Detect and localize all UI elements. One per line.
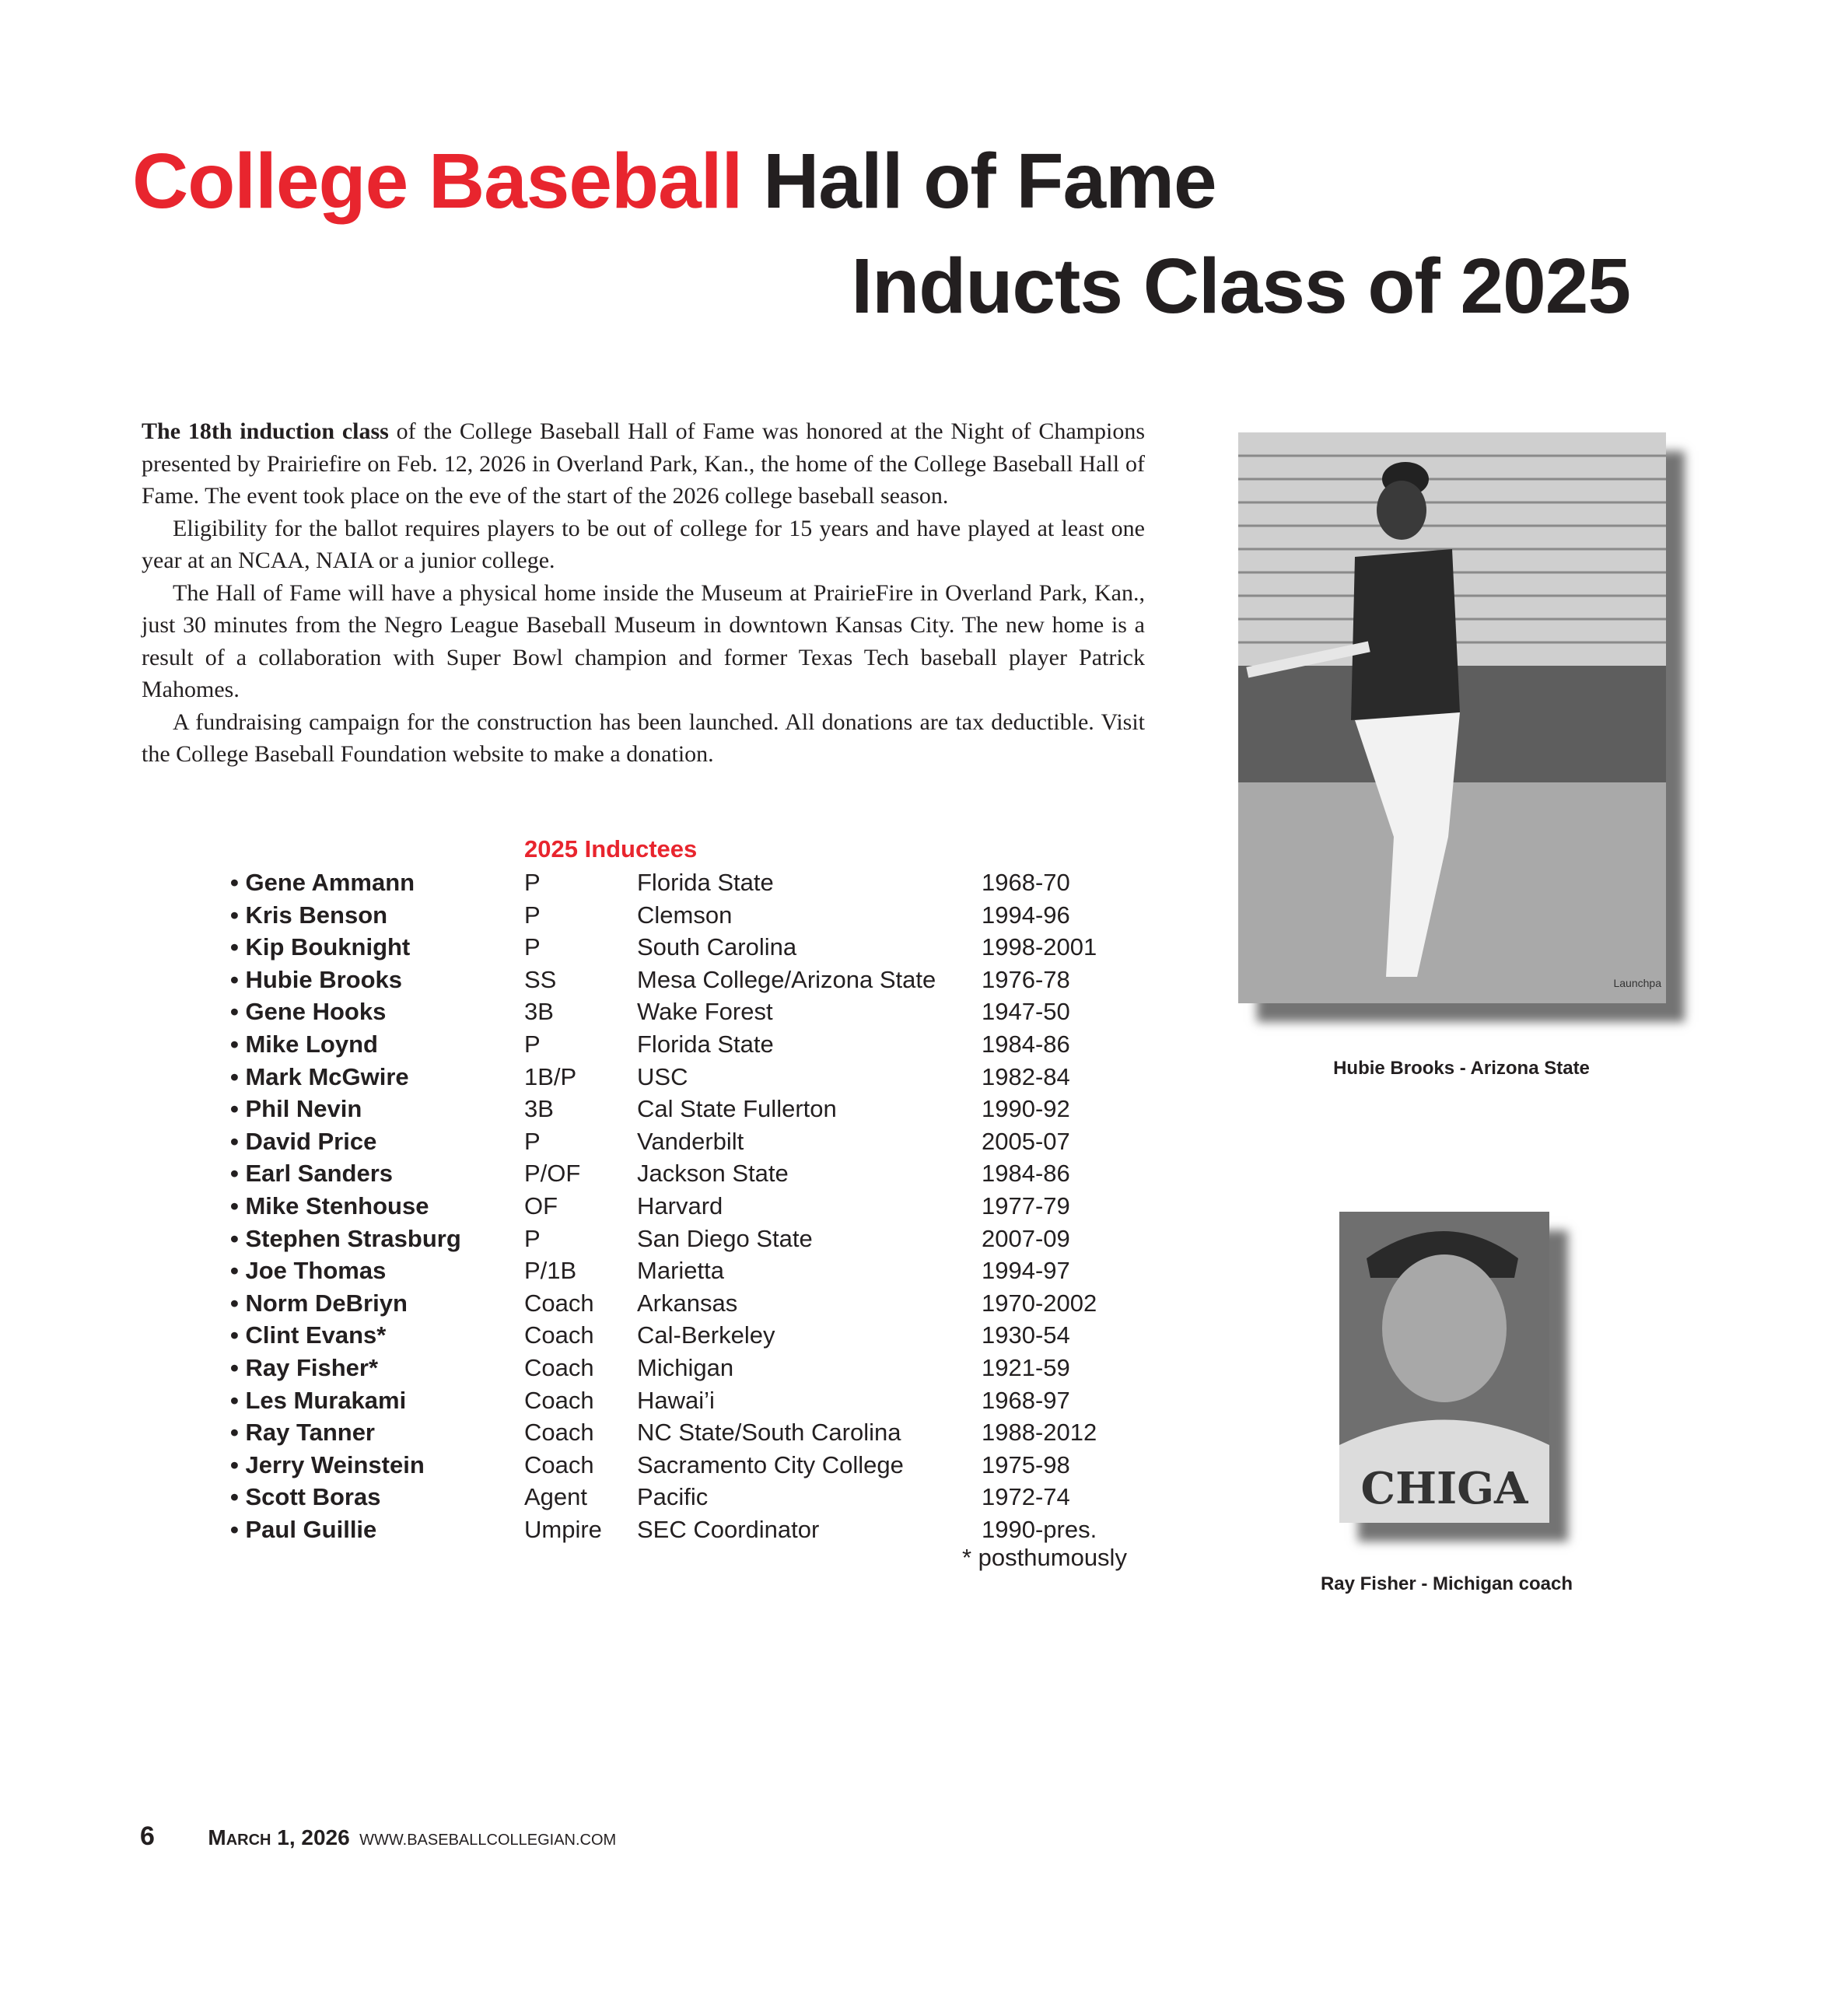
inductee-name: • Joe Thomas: [230, 1257, 387, 1285]
inductee-school: Michigan: [637, 1353, 734, 1381]
inductee-position: Coach: [524, 1289, 594, 1317]
article-paragraph-2: Eligibility for the ballot requires players to be out of college for 15 years and have played at least one year at an NCAA, NAIA or a junior college.: [142, 515, 1145, 573]
hubie-brooks-caption: Hubie Brooks - Arizona State: [1333, 1058, 1590, 1079]
inductee-name: • Kris Benson: [230, 901, 388, 929]
headline-dark-part: Hall of Fame: [763, 138, 1216, 225]
inductee-years: 1975-98: [982, 1450, 1070, 1478]
article-paragraph-3: The Hall of Fame will have a physical home inside the Museum at PrairieFire in Overland Park, Kan., just 30 minutes from the Negro League Baseball Museum in downtown Kansas City. The new home is a result of a collaboration with Super Bowl champion and former Texas Tech baseball player Patrick Mahomes.: [142, 579, 1145, 702]
inductee-position: Coach: [524, 1386, 594, 1414]
inductee-school: Cal State Fullerton: [637, 1095, 837, 1123]
article-paragraph-1: [142, 415, 1145, 513]
inductee-row: [230, 1028, 1164, 1061]
issue-date: March 1, 2026: [208, 1825, 350, 1849]
inductee-position: Coach: [524, 1450, 594, 1478]
inductee-position: P: [524, 1224, 541, 1252]
inductee-name: • Phil Nevin: [230, 1095, 362, 1123]
inductee-years: 1968-70: [982, 869, 1070, 896]
inductees-heading: 2025 Inductees: [524, 835, 698, 863]
inductee-position: 3B: [524, 998, 554, 1026]
inductee-name: • Gene Ammann: [230, 869, 415, 896]
inductee-row: [230, 1190, 1164, 1223]
inductee-position: Coach: [524, 1321, 594, 1349]
inductee-school: Arkansas: [637, 1289, 738, 1317]
inductee-school: NC State/South Carolina: [637, 1419, 901, 1447]
inductee-years: 2007-09: [982, 1224, 1070, 1252]
inductee-name: • Hubie Brooks: [230, 965, 402, 993]
ray-fisher-photo: [1339, 1212, 1549, 1523]
article-paragraph-1-text: of the College Baseball Hall of Fame was honored at the Night of Champions presented by Prairiefire on Feb. 12, 2026 in Overland Park, Kan., the home of the College Baseball Hall of Fame. The event took place on the eve of the start of the 2026 college baseball season.: [142, 418, 1145, 509]
inductee-name: • Earl Sanders: [230, 1160, 394, 1188]
inductee-position: 3B: [524, 1095, 554, 1123]
inductee-school: Marietta: [637, 1257, 724, 1285]
inductee-school: USC: [637, 1062, 688, 1090]
inductee-position: Agent: [524, 1483, 588, 1511]
inductee-name: • Ray Fisher*: [230, 1353, 379, 1381]
inductee-name: • Ray Tanner: [230, 1419, 375, 1447]
hubie-brooks-photo-image: [1238, 432, 1666, 1003]
inductee-position: P: [524, 869, 541, 896]
inductee-years: 1988-2012: [982, 1419, 1097, 1447]
inductee-row: [230, 1352, 1164, 1384]
inductee-position: SS: [524, 965, 557, 993]
inductee-row: [230, 964, 1164, 996]
inductee-years: 1994-97: [982, 1257, 1070, 1285]
inductee-position: P/OF: [524, 1160, 581, 1188]
inductee-name: • Jerry Weinstein: [230, 1450, 425, 1478]
headline-line-2: Inducts Class of 2025: [851, 243, 1630, 330]
inductee-years: 1976-78: [982, 965, 1070, 993]
inductee-row: [230, 1287, 1164, 1320]
inductee-years: 1984-86: [982, 1160, 1070, 1188]
inductee-school: Cal-Berkeley: [637, 1321, 775, 1349]
inductee-years: 1994-96: [982, 901, 1070, 929]
inductee-school: Hawai’i: [637, 1386, 715, 1414]
inductee-name: • Norm DeBriyn: [230, 1289, 408, 1317]
inductee-school: South Carolina: [637, 933, 797, 961]
inductee-school: Harvard: [637, 1191, 723, 1219]
inductee-row: [230, 996, 1164, 1028]
inductee-school: Clemson: [637, 901, 733, 929]
inductee-years: 1972-74: [982, 1483, 1070, 1511]
inductee-name: • Mike Loynd: [230, 1030, 378, 1058]
inductee-school: Vanderbilt: [637, 1127, 744, 1155]
article-body: [142, 415, 1145, 771]
inductee-years: 1990-pres.: [982, 1515, 1097, 1543]
inductee-position: P/1B: [524, 1257, 577, 1285]
inductee-row: [230, 1061, 1164, 1093]
inductee-row: [230, 1449, 1164, 1482]
inductee-name: • David Price: [230, 1127, 377, 1155]
inductee-years: 1977-79: [982, 1191, 1070, 1219]
inductee-row: [230, 1319, 1164, 1352]
inductee-years: 1970-2002: [982, 1289, 1097, 1317]
hubie-brooks-photo: [1238, 432, 1666, 1003]
inductee-row: [230, 1157, 1164, 1190]
inductee-school: Wake Forest: [637, 998, 773, 1026]
inductee-list: [230, 866, 1164, 1545]
inductee-name: • Mark McGwire: [230, 1062, 409, 1090]
inductee-row: [230, 1223, 1164, 1255]
inductee-row: [230, 1481, 1164, 1513]
inductee-row: [230, 1416, 1164, 1449]
inductee-years: 1921-59: [982, 1353, 1070, 1381]
inductee-years: 1998-2001: [982, 933, 1097, 961]
inductee-row: [230, 1254, 1164, 1287]
inductee-position: Umpire: [524, 1515, 602, 1543]
inductee-school: Pacific: [637, 1483, 709, 1511]
website-link[interactable]: WWW.BASEBALLCOLLEGIAN.COM: [359, 1832, 617, 1849]
inductee-row: [230, 866, 1164, 899]
inductee-years: 1930-54: [982, 1321, 1070, 1349]
inductee-row: [230, 1125, 1164, 1158]
inductee-name: • Mike Stenhouse: [230, 1191, 429, 1219]
inductee-name: • Kip Bouknight: [230, 933, 411, 961]
inductee-row: [230, 1384, 1164, 1417]
inductee-position: 1B/P: [524, 1062, 577, 1090]
inductee-school: Jackson State: [637, 1160, 789, 1188]
inductee-school: Florida State: [637, 1030, 774, 1058]
inductee-name: • Les Murakami: [230, 1386, 407, 1414]
inductee-name: • Stephen Strasburg: [230, 1224, 461, 1252]
inductee-name: • Clint Evans*: [230, 1321, 387, 1349]
ray-fisher-caption: Ray Fisher - Michigan coach: [1320, 1573, 1573, 1594]
inductee-row: [230, 899, 1164, 932]
inductee-years: 2005-07: [982, 1127, 1070, 1155]
posthumous-footnote: * posthumously: [962, 1544, 1127, 1571]
inductee-position: P: [524, 933, 541, 961]
jersey-text: CHIGA: [1360, 1463, 1528, 1514]
inductee-position: P: [524, 1030, 541, 1058]
inductee-school: SEC Coordinator: [637, 1515, 820, 1543]
inductee-school: San Diego State: [637, 1224, 813, 1252]
article-paragraph-4: A fundraising campaign for the construction has been launched. All donations are tax deductible. Visit the College Baseball Foundation website to make a donation.: [142, 709, 1145, 767]
inductee-years: 1984-86: [982, 1030, 1070, 1058]
headline-red-part: College Baseball: [132, 138, 743, 225]
inductee-position: OF: [524, 1191, 558, 1219]
inductee-years: 1982-84: [982, 1062, 1070, 1090]
headline-line-1: [132, 138, 1216, 225]
article-lead: The 18th induction class: [142, 418, 389, 444]
inductee-name: • Gene Hooks: [230, 998, 387, 1026]
inductee-school: Mesa College/Arizona State: [637, 965, 936, 993]
inductee-name: • Scott Boras: [230, 1483, 381, 1511]
inductee-school: Sacramento City College: [637, 1450, 904, 1478]
page-number: 6: [140, 1821, 155, 1851]
page-footer: [140, 1821, 616, 1852]
photo-watermark: Launchpa: [1613, 977, 1661, 989]
inductee-name: • Paul Guillie: [230, 1515, 377, 1543]
ray-fisher-photo-image: [1339, 1212, 1549, 1523]
inductee-school: Florida State: [637, 869, 774, 896]
inductee-years: 1947-50: [982, 998, 1070, 1026]
inductee-row: [230, 1513, 1164, 1546]
inductee-position: Coach: [524, 1353, 594, 1381]
inductee-position: P: [524, 901, 541, 929]
inductee-years: 1968-97: [982, 1386, 1070, 1414]
inductee-row: [230, 931, 1164, 964]
inductee-row: [230, 1093, 1164, 1125]
inductee-years: 1990-92: [982, 1095, 1070, 1123]
inductee-position: Coach: [524, 1419, 594, 1447]
inductee-position: P: [524, 1127, 541, 1155]
